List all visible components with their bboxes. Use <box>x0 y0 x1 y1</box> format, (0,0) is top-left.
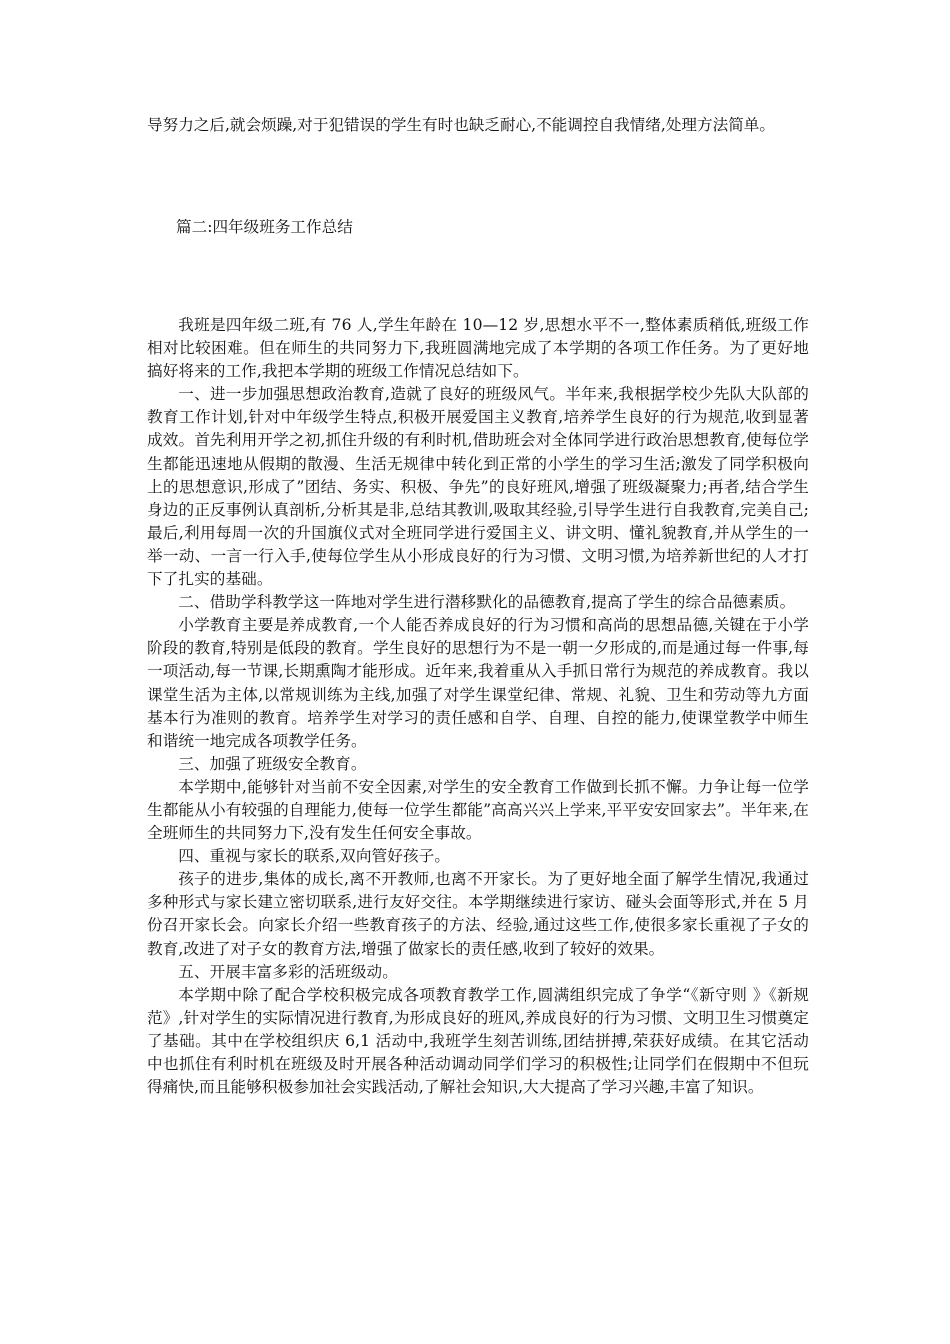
paragraph-point-3-body: 本学期中,能够针对当前不安全因素,对学生的安全教育工作做到长抓不懈。力争让每一位学生都能从小有较强的自理能力,使每一位学生都能”高高兴兴上学来,平平安安回家去”。半年来,在全班师生的共同努力下,没有发生任何安全事故。 <box>147 777 809 843</box>
continuation-line: 导努力之后,就会烦躁,对于犯错误的学生有时也缺乏耐心,不能调控自我情绪,处理方法简单。 <box>147 116 775 134</box>
paragraph-point-1: 一、进一步加强思想政治教育,造就了良好的班级风气。半年来,我根据学校少先队大队部的教育工作计划,针对中年级学生特点,积极开展爱国主义教育,培养学生良好的行为规范,收到显著成效。首先利用开学之初,抓住升级的有利时机,借助班会对全体同学进行政治思想教育,使每位学生都能迅速地从假期的散漫、生活无规律中转化到正常的小学生的学习生活;激发了同学积极向上的思想意识,形成了”团结、务实、积极、争先”的良好班风,增强了班级凝聚力;再者,结合学生身边的正反事例认真剖析,分析其是非,总结其教训,吸取其经验,引导学生进行自我教育,完美自己;最后,利用每周一次的升国旗仪式对全班同学进行爱国主义、讲文明、懂礼貌教育,并从学生的一举一动、一言一行入手,使每位学生从小形成良好的行为习惯、文明习惯,为培养新世纪的人才打下了扎实的基础。 <box>147 385 809 589</box>
document-body <box>147 314 809 1099</box>
paragraph-point-2-body: 小学教育主要是养成教育,一个人能否养成良好的行为习惯和高尚的思想品德,关键在于小学阶段的教育,特别是低段的教育。学生良好的思想行为不是一朝一夕形成的,而是通过每一件事,每一项活动,每一节课,长期熏陶才能形成。近年来,我着重从入手抓日常行为规范的养成教育。我以课堂生活为主体,以常规训练为主线,加强了对学生课堂纪律、常规、礼貌、卫生和劳动等九方面基本行为准则的教育。培养学生对学习的责任感和自学、自理、自控的能力,使课堂教学中师生和谐统一地完成各项教学任务。 <box>147 616 809 750</box>
paragraph-point-2-title: 二、借助学科教学这一阵地对学生进行潜移默化的品德教育,提高了学生的综合品德素质。 <box>178 593 796 612</box>
paragraph-point-5-title: 五、开展丰富多彩的活班级动。 <box>178 962 398 981</box>
paragraph-intro: 我班是四年级二班,有 76 人,学生年龄在 10—12 岁,思想水平不一,整体素质稍低,班级工作相对比较困难。但在师生的共同努力下,我班圆满地完成了本学期的各项工作任务。为了更好地搞好将来的工作,我把本学期的班级工作情况总结如下。 <box>147 316 809 381</box>
section-heading: 篇二:四年级班务工作总结 <box>176 218 353 236</box>
paragraph-point-5-body: 本学期中除了配合学校积极完成各项教育教学工作,圆满组织完成了争学“《新守则 》《新规范》,针对学生的实际情况进行教育,为形成良好的班风,养成良好的行为习惯、文明卫生习惯奠定了基础。其中在学校组织庆 6,1 活动中,我班学生刻苦训练,团结拼搏,荣获好成绩。在其它活动中也抓住有利时机在班级及时开展各种活动调动同学们学习的积极性;让同学们在假期中不但玩得痛快,而且能够积极参加社会实践活动,了解社会知识,大大提高了学习兴趣,丰富了知识。 <box>147 985 809 1097</box>
paragraph-point-3-title: 三、加强了班级安全教育。 <box>178 754 367 773</box>
paragraph-point-4-title: 四、重视与家长的联系,双向管好孩子。 <box>178 847 451 866</box>
paragraph-point-4-body: 孩子的进步,集体的成长,离不开教师,也离不开家长。为了更好地全面了解学生情况,我通过多种形式与家长建立密切联系,进行友好交往。本学期继续进行家访、碰头会面等形式,并在 5 月份召开家长会。向家长介绍一些教育孩子的方法、经验,通过这些工作,使很多家长重视了子女的教育,改进了对子女的教育方法,增强了做家长的责任感,收到了较好的效果。 <box>147 870 809 958</box>
